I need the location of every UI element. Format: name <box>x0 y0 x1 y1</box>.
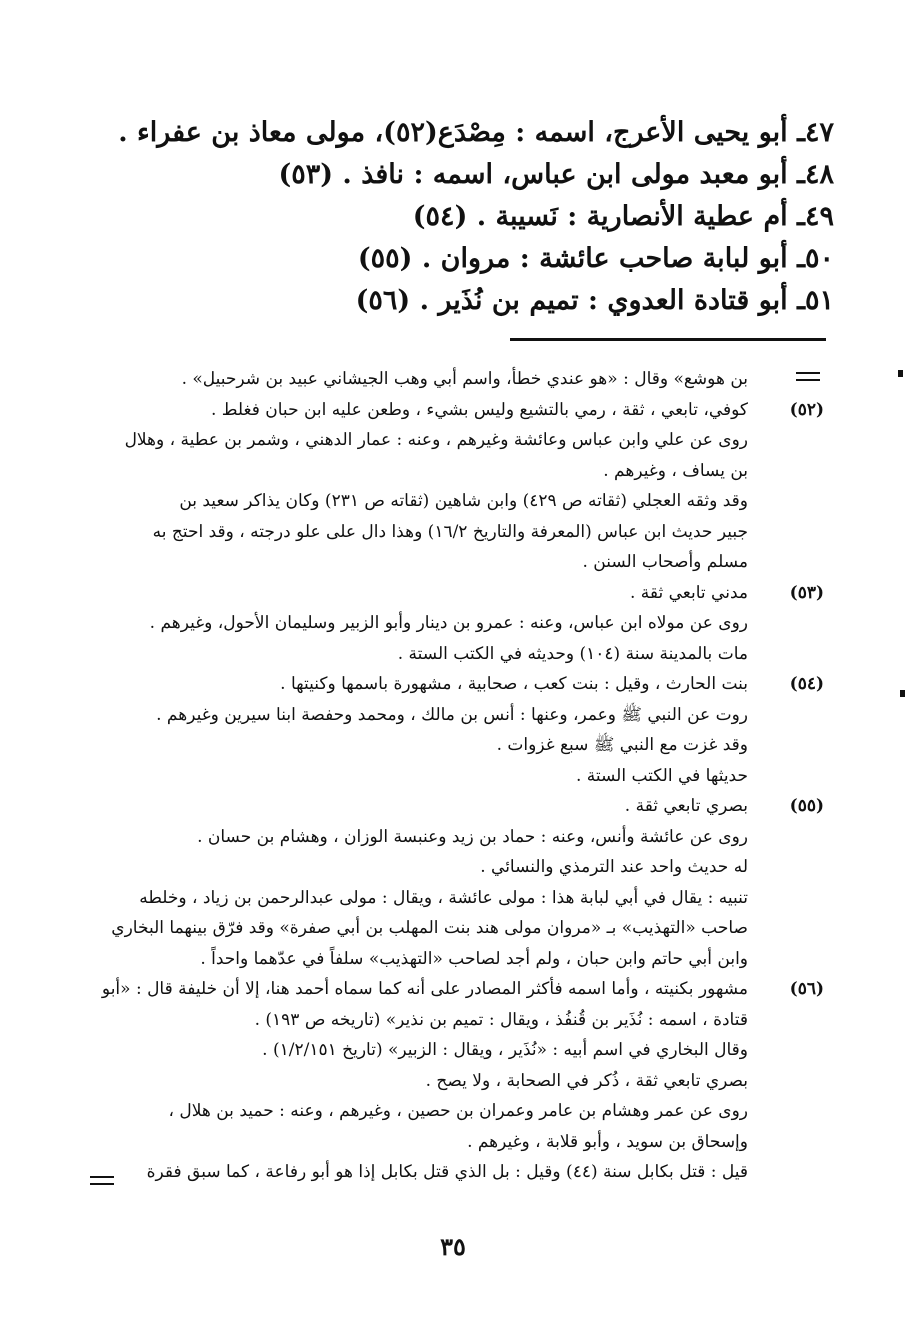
footnote-number: (٥٦) <box>789 979 824 999</box>
entry-48: ٤٨ـ أبو معبد مولى ابن عباس، اسمه : نافذ . (٥٣) <box>278 159 834 190</box>
continuation-mark-bottom <box>90 1176 114 1185</box>
footnote-number: (٥٤) <box>789 674 824 694</box>
margin-mark-lower <box>900 690 905 697</box>
footnote-line: روى عن عمر وهشام بن عامر وعمران بن حصين ، وغيرهم ، وعنه : حميد بن هلال ، <box>168 1101 748 1121</box>
footnotes <box>101 364 824 1188</box>
footnote-continued <box>124 364 824 395</box>
footnote-line: مات بالمدينة سنة (١٠٤) وحديثه في الكتب الستة . <box>397 643 748 664</box>
footnote-line: بنت الحارث ، وقيل : بنت كعب ، صحابية ، مشهورة باسمها وكنيتها . <box>280 674 748 694</box>
footnote-line: جبير حديث ابن عباس (المعرفة والتاريخ ١٦/٢) وهذا دال على علو درجته ، وقد احتج به <box>152 521 748 542</box>
footnote-line: روى عن علي وابن عباس وعائشة وغيرهم ، وعنه : عمار الدهني ، وشمر بن عطية ، وهلال <box>124 430 748 450</box>
footnote-line: مدني تابعي ثقة . <box>629 582 748 603</box>
entry-50: ٥٠ـ أبو لبابة صاحب عائشة : مروان . (٥٥) <box>357 243 834 274</box>
entry-51: ٥١ـ أبو قتادة العدوي : تميم بن نُذَير . (٥٦) <box>355 285 834 316</box>
footnote-line: وإسحاق بن سويد ، وأبو قلابة ، وغيرهم . <box>467 1131 748 1152</box>
footnote-line: بن يساف ، وغيرهم . <box>603 460 748 481</box>
footnote-line: تنبيه : يقال في أبي لبابة هذا : مولى عائشة ، ويقال : مولى عبدالرحمن بن زياد ، وخلطه <box>139 887 748 908</box>
footnote-line: بصري تابعي ثقة ، ذُكر في الصحابة ، ولا يصح . <box>425 1070 748 1091</box>
footnote-line: وقد غزت مع النبي ﷺ سبع غزوات . <box>496 735 748 755</box>
footnote-56 <box>101 974 824 1188</box>
footnote-line: مسلم وأصحاب السنن . <box>582 552 748 572</box>
footnote-line: وقد وثقه العجلي (ثقاته ص ٤٢٩) وابن شاهين (ثقاته ص ٢٣١) وكان يذاكر سعيد بن <box>179 491 748 511</box>
footnote-54 <box>124 669 824 791</box>
page-number: ٣٥ <box>440 1232 466 1261</box>
entry-49: ٤٩ـ أم عطية الأنصارية : نَسيبة . (٥٤) <box>412 201 834 232</box>
footnote-55 <box>111 791 824 974</box>
footnote-line: حديثها في الكتب الستة . <box>575 765 748 786</box>
footnote-line: له حديث واحد عند الترمذي والنسائي . <box>480 857 748 877</box>
footnote-line: كوفي، تابعي ، ثقة ، رمي بالتشيع وليس بشيء ، وطعن عليه ابن حبان فغلط . <box>210 399 748 420</box>
entries-list <box>118 112 834 322</box>
footnote-line: روى عن عائشة وأنس، وعنه : حماد بن زيد وعنبسة الوزان ، وهشام بن حسان . <box>197 826 748 847</box>
footnote-number: (٥٢) <box>789 399 824 420</box>
footnote-line: وابن أبي حاتم وابن حبان ، ولم أجد لصاحب «التهذيب» سلفاً في عدّهما واحداً . <box>200 948 748 969</box>
footnote-line: روت عن النبي ﷺ وعمر، وعنها : أنس بن مالك ، ومحمد وحفصة ابنا سيرين وغيرهم . <box>156 704 748 725</box>
footnote-number: (٥٣) <box>789 582 824 603</box>
footnote-line: قيل : قتل بكابل سنة (٤٤) وقيل : بل الذي قتل بكابل إذا هو أبو رفاعة ، كما سبق فقرة <box>146 1162 748 1182</box>
footnote-line: وقال البخاري في اسم أبيه : «نُذَير ، ويقال : الزبير» (تاريخ ١/٢/١٥١) . <box>262 1040 748 1060</box>
footnote-line: بن هوشع» وقال : «هو عندي خطأ، واسم أبي وهب الجيشاني عبيد بن شرحبيل» . <box>181 369 748 389</box>
entry-47: ٤٧ـ أبو يحيى الأعرج، اسمه : مِصْدَع(٥٢)، مولى معاذ بن عفراء . <box>118 117 834 148</box>
footnote-53 <box>124 578 824 670</box>
footnote-divider <box>510 338 826 341</box>
margin-mark-upper <box>898 370 903 377</box>
footnote-line: روى عن مولاه ابن عباس، وعنه : عمرو بن دينار وأبو الزبير وسليمان الأحول، وغيرهم . <box>149 613 748 633</box>
footnote-number: (٥٥) <box>789 796 824 816</box>
footnote-line: قتادة ، اسمه : نُذَير بن قُنفُذ ، ويقال : تميم بن نذير» (تاريخه ص ١٩٣) . <box>254 1009 748 1030</box>
footnote-line: بصري تابعي ثقة . <box>624 796 748 816</box>
footnote-line: صاحب «التهذيب» بـ «مروان مولى هند بنت المهلب بن أبي صفرة» وقد فرّق بينهما البخاري <box>111 918 748 938</box>
footnote-52 <box>124 395 824 578</box>
footnote-line: مشهور بكنيته ، وأما اسمه فأكثر المصادر على أنه كما سماه أحمد هنا، إلا أن خليفة قال : «أبو <box>101 979 748 999</box>
